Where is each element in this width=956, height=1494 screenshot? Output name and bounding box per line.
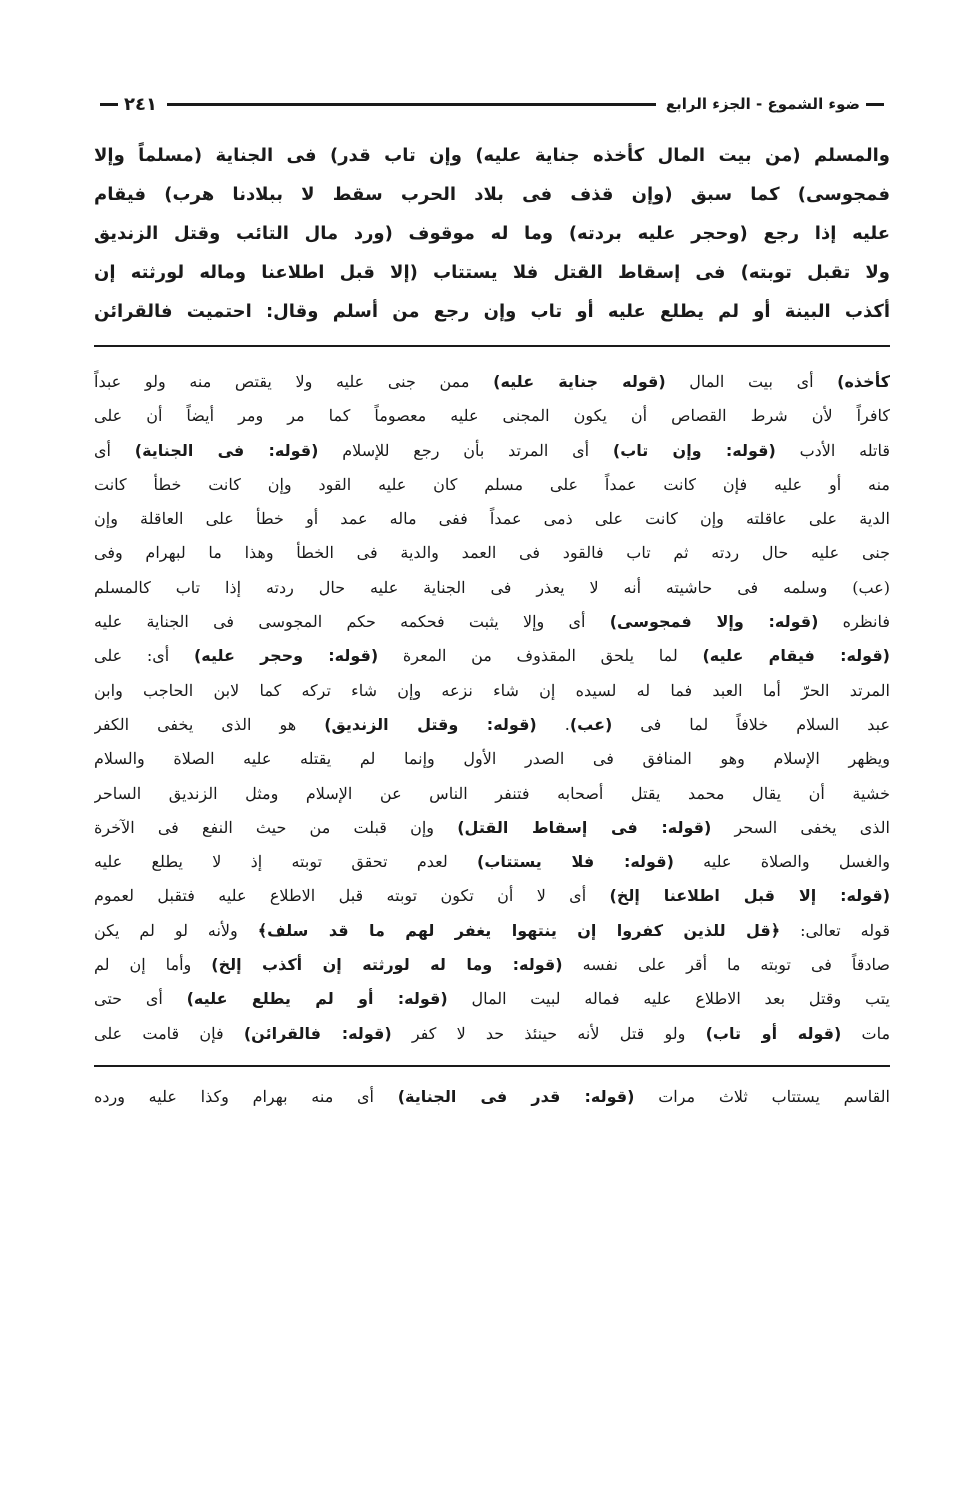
- commentary-run: ممن جنى عليه ولا يقتص منه ولو عبداً: [94, 372, 494, 391]
- commentary-run: وإن قبلت من حيث النفع فى الآخرة: [94, 817, 458, 837]
- commentary-bold-run: كأخذه): [837, 372, 890, 391]
- commentary-bold-run: (قوله: وحجر عليه): [193, 646, 379, 666]
- commentary-run: الدية على عاقلته وإن كانت على ذمى عمداً ففى ماله عمد أو خطأ على العاقلة وإن: [94, 509, 890, 529]
- commentary-bold-run: (قوله: إلا قبل اطلاعنا إلخ): [609, 886, 890, 906]
- commentary-bold-run: (عب): [569, 714, 613, 734]
- commentary-line: [94, 879, 890, 913]
- commentary-line: [94, 502, 890, 536]
- commentary-line: [94, 639, 890, 673]
- commentary-run: فإن قامت على: [94, 1023, 244, 1043]
- commentary-run: يتب وقتل بعد الاطلاع عليه فماله لبيت المال: [447, 989, 890, 1009]
- commentary-bold-run: (قوله: وإلا فمجوسى): [609, 612, 819, 632]
- main-text-line: أكذب البينة أو لم يطلع عليه أو تاب وإن رجع من أسلم وقال: احتميت فالقرائن: [94, 301, 890, 322]
- commentary-run: أى وإلا يثبت فحكمه حكم المجوسى فى الجناية عليه: [94, 612, 610, 632]
- commentary-run: المرتد الحرّ أما العبد فما له لسيده إن شاء نزعه وإن شاء تركه كما لابن الحاجب وابن: [94, 680, 890, 700]
- footnote-run: القاسم يستتاب ثلاث مرات: [634, 1086, 890, 1106]
- commentary-bold-run: (قوله: فى الجناية): [134, 440, 319, 460]
- commentary-run: أى لا أن تكون توبته قبل الاطلاع عليه فتقبل لعموم: [94, 886, 610, 906]
- commentary-run: وأما إن لم: [94, 955, 212, 975]
- commentary-run: قوله تعالى:: [780, 920, 890, 940]
- commentary-line: [94, 777, 890, 811]
- commentary-line: [94, 914, 890, 948]
- commentary-run: كافراً لأن شرط القصاص أن يكون المجنى عليه معصوماً كما مر ومر أيضاً أن على: [94, 406, 890, 426]
- running-header: [94, 84, 890, 124]
- footnote-bold-run: (قوله: قدر فى الجناية): [397, 1086, 635, 1106]
- page-number: ٢٤١: [124, 93, 157, 115]
- footnote-separator: [94, 1065, 890, 1067]
- commentary-run: لعدم تحقق توبته إذ لا يطلع عليه: [94, 852, 478, 872]
- commentary-line: [94, 1017, 890, 1051]
- commentary-run: والغسل والصلاة عليه: [673, 852, 890, 872]
- commentary-run: (عب) وسلمه فى حاشيته أنه لا يعذر فى الجناية عليه حال ردته إذا تاب كالمسلم: [94, 577, 890, 597]
- commentary-run: فانظره: [818, 612, 890, 632]
- footnote-text: [94, 1081, 890, 1113]
- commentary-line: [94, 811, 890, 845]
- commentary-text: [94, 365, 890, 1051]
- commentary-bold-run: (قوله: فالقرائن): [243, 1023, 392, 1043]
- commentary-bold-run: (قوله: وإن تاب): [612, 440, 776, 460]
- main-text-line: ولا تقبل توبته) فى إسقاط القتل فلا يستتاب (إلا قبل اطلاعنا وماله لورثته إن: [94, 262, 890, 283]
- commentary-run: أى: [94, 440, 135, 460]
- commentary-run: صادقاً فى توبته ما أقر على نفسه: [562, 955, 890, 975]
- commentary-run: أى بيت المال: [665, 372, 838, 391]
- commentary-line: [94, 434, 890, 468]
- commentary-bold-run: (قوله: فيقام عليه): [702, 646, 890, 666]
- commentary-line: [94, 571, 890, 605]
- commentary-line: [94, 365, 890, 399]
- commentary-bold-run: (قوله أو تاب): [705, 1023, 842, 1043]
- header-title: ضوء الشموع - الجزء الرابع: [665, 95, 860, 113]
- commentary-line: [94, 468, 890, 502]
- book-page: [94, 84, 890, 1424]
- commentary-line: [94, 845, 890, 879]
- commentary-run: أى حتى: [94, 989, 187, 1009]
- commentary-run: منه أو عليه فإن كانت عمداً على مسلم كان عليه القود وإن كانت خطأ كانت: [94, 474, 890, 494]
- commentary-bold-run: (قوله جناية عليه): [493, 372, 666, 391]
- commentary-run: مات: [841, 1023, 890, 1043]
- main-text-line: عليه إذا رجع (وحجر عليه بردته) وما له موقوف (ورد مال التائب وقتل الزنديق: [94, 223, 890, 244]
- commentary-run: خشية أن يقال محمد يقتل أصحابه فتنفر الناس عن الإسلام ومثل الزنديق الساحر: [94, 783, 890, 803]
- commentary-run: ويظهر الإسلام وهو المنافق فى الصدر الأول وإنما لم يقتله عليه الصلاة والسلام: [94, 749, 890, 769]
- commentary-run: .: [536, 714, 570, 734]
- commentary-line: [94, 674, 890, 708]
- commentary-run: هو الذى يخفى الكفر: [94, 714, 325, 734]
- commentary-line: [94, 742, 890, 776]
- commentary-bold-run: (قوله: فى إسقاط القتل): [457, 817, 712, 837]
- main-commentary-separator: [94, 345, 890, 347]
- footnote-run: أى منه بهرام وكذا عليه ورده: [94, 1086, 398, 1106]
- commentary-line: [94, 708, 890, 742]
- commentary-run: الذى يخفى السحر: [711, 817, 890, 837]
- commentary-run: أى: على: [94, 646, 194, 666]
- header-dash-right: [866, 103, 884, 106]
- commentary-bold-run: (قوله: وقتل الزنديق): [324, 714, 537, 734]
- commentary-run: ولأنه لو لم يكن: [94, 920, 258, 940]
- commentary-line: [94, 536, 890, 570]
- commentary-run: أى المرتد بأن رجع للإسلام: [318, 440, 613, 460]
- commentary-run: عبد السلام خلافاً لما فى: [612, 714, 890, 734]
- commentary-run: لما يلحق المقذوف من المعرة: [378, 646, 703, 666]
- commentary-bold-run: ﴿قل للذين كفروا إن ينتهوا يغفر لهم ما قد سلف﴾: [257, 920, 781, 940]
- commentary-bold-run: (قوله: فلا يستتاب): [477, 852, 674, 872]
- header-rule: [167, 103, 656, 106]
- commentary-run: ولو قتل لأنه حينئذ حد لا كفر: [391, 1023, 706, 1043]
- main-text-line: فمجوسى) كما سبق (وإن قذف فى بلاد الحرب سقط لا ببلادنا هرب) فيقام: [94, 184, 890, 205]
- main-text-line: والمسلم (من بيت المال كأخذه جناية عليه) وإن تاب قدر) فى الجناية (مسلماً وإلا: [94, 145, 890, 166]
- commentary-bold-run: (قوله: أو لم يطلع عليه): [186, 989, 448, 1009]
- commentary-bold-run: (قوله: وما له لورثته إن أكذب إلخ): [211, 955, 563, 975]
- commentary-line: [94, 948, 890, 982]
- commentary-line: [94, 982, 890, 1016]
- commentary-line: [94, 605, 890, 639]
- commentary-line: [94, 399, 890, 433]
- header-dash-left: [100, 103, 118, 106]
- commentary-run: قاتله الأدب: [775, 440, 890, 460]
- commentary-run: جنى عليه حال ردته ثم تاب فالقود فى العمد والدية فى الخطأ وهذا ما لبهرام وفى: [94, 543, 890, 563]
- main-text: [94, 136, 890, 331]
